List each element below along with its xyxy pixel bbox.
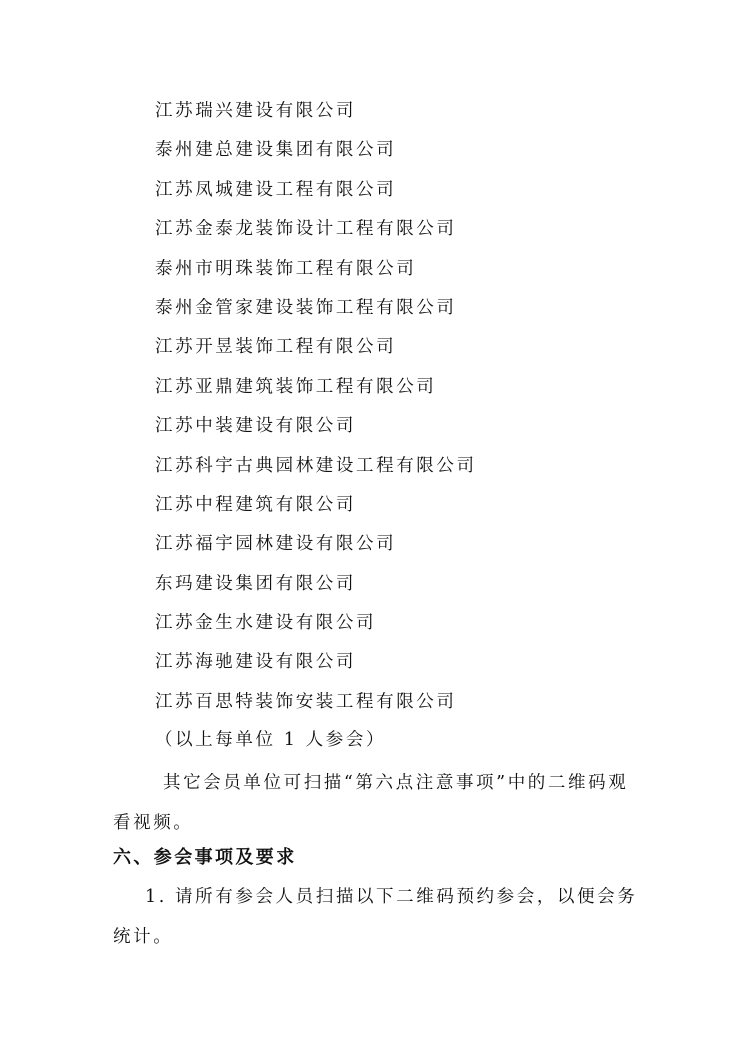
list-item: 江苏凤城建设工程有限公司 xyxy=(155,179,397,200)
item-1-paragraph: 1. 请所有参会人员扫描以下二维码预约参会，以便会务统计。 xyxy=(113,887,638,947)
list-item: 江苏金泰龙装饰设计工程有限公司 xyxy=(155,219,457,240)
list-item: 江苏科宇古典园林建设工程有限公司 xyxy=(155,455,477,476)
list-item: 江苏福宇园林建设有限公司 xyxy=(155,534,397,555)
list-item: 江苏百思特装饰安装工程有限公司 xyxy=(155,691,457,712)
section-heading: 六、参会事项及要求 xyxy=(113,847,297,868)
list-item: 泰州市明珠装饰工程有限公司 xyxy=(155,258,417,279)
list-item: 江苏海驰建设有限公司 xyxy=(155,652,356,673)
other-members-paragraph: 其它会员单位可扫描“第六点注意事项”中的二维码观看视频。 xyxy=(113,773,629,833)
list-item: 江苏金生水建设有限公司 xyxy=(155,613,377,634)
list-item: 泰州建总建设集团有限公司 xyxy=(155,140,397,161)
list-item: 江苏瑞兴建设有限公司 xyxy=(155,101,356,121)
list-item: 东玛建设集团有限公司 xyxy=(155,573,356,594)
list-item: 江苏中程建筑有限公司 xyxy=(155,494,356,515)
list-item: 江苏开昱装饰工程有限公司 xyxy=(155,337,397,358)
list-item: 泰州金管家建设装饰工程有限公司 xyxy=(155,297,457,318)
company-list xyxy=(155,92,477,722)
attendance-note: （以上每单位 1 人参会） xyxy=(155,730,387,750)
list-item: 江苏中装建设有限公司 xyxy=(155,416,356,437)
list-item: 江苏亚鼎建筑装饰工程有限公司 xyxy=(155,376,437,397)
